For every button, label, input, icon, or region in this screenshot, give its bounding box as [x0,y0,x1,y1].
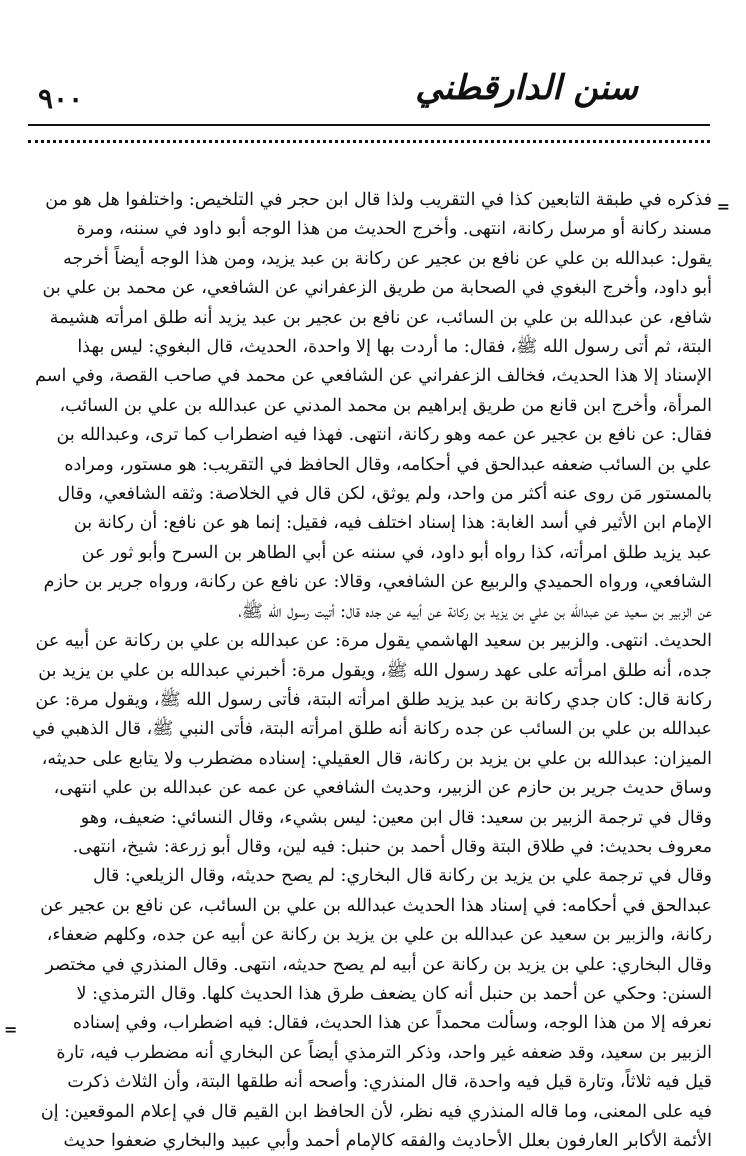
text-line: أبو داود، وأخرج البغوي في الصحابة من طريق الزعفراني عن الشافعي، عن محمد بن علي بن [42,278,712,299]
text-line: البتة، ثم أتى رسول الله ﷺ، فقال: ما أردت بها إلا واحدة، الحديث، قال البغوي: ليس بهذا [77,337,712,358]
text-line: وقال في ترجمة الزبير بن سعيد: قال ابن معين: ليس بشيء، وقال النسائي: ضعيف، وهو [80,807,712,828]
text-line: وساق حديث جرير بن حازم عن الزبير، وحديث الشافعي عن عمه عن عبدالله بن علي انتهى، [53,778,712,799]
footnote-text [30,186,712,1156]
text-line: فذكره في طبقة التابعين كذا في التقريب ولذا قال ابن حجر في التلخيص: واختلفوا هل هو من [45,190,712,210]
text-line: الحديث. انتهى. والزبير بن سعيد الهاشمي يقول مرة: عن عبدالله بن علي بن ركانة عن أبيه عن [35,631,712,652]
text-line: علي بن السائب ضعفه عبدالحق في أحكامه، وقال الحافظ في التقريب: هو مستور، ومراده [64,454,712,475]
text-line: قيل فيه ثلاثاً، وتارة قيل فيه واحدة، قال المنذري: وأصحه أنه طلقها البتة، وأن الثلاث ذكرت [67,1072,712,1093]
dotted-separator [28,140,710,143]
text-line: عن الزبير بن سعيد عن عبدالله بن علي بن يزيد بن ركانة عن أبيه عن جده قال: أتيت رسول الله ﷺ، [238,601,712,622]
text-line: الميزان: عبدالله بن علي بن يزيد بن ركانة، قال العقيلي: إسناده مضطرب ولا يتابع على حديثه، [41,748,712,769]
text-line: فيه على المعنى، وما قاله المنذري فيه نظر، لأن الحافظ ابن القيم قال في إعلام الموقعين: إن [40,1101,712,1122]
text-line: الزبير بن سعيد، وقد ضعفه غير واحد، وذكر الترمذي أيضاً عن البخاري أنه مضطرب فيه، تارة [56,1042,712,1063]
text-line: مسند ركانة أو مرسل ركانة، انتهى. وأخرج الحديث من هذا الوجه أبو داود في سننه، ومرة [76,219,712,240]
text-line: ركانة قال: كان جدي ركانة بن عبد يزيد طلق امرأته البتة، فأتى رسول الله ﷺ، ويقول مرة: عن [35,689,712,710]
text-line: عبدالحق في أحكامه: في إسناد هذا الحديث عبدالله بن علي بن السائب، عن نافع بن عجير عن [40,895,712,916]
text-line: الإمام ابن الأثير في أسد الغابة: هذا إسناد اختلف فيه، فقيل: إنما هو عن نافع: أن ركانة بن [73,513,712,534]
text-line: المرأة، وأخرج ابن قانع من طريق إبراهيم بن محمد المدني عن عبدالله بن علي بن السائب، [59,395,712,416]
book-title: سنن الدارقطني [415,68,638,108]
text-line: عبد يزيد طلق امرأته، كذا رواه أبو داود، في سننه عن أبي الطاهر بن السرح وأبو ثور عن [81,542,712,563]
text-line: بالمستور مَن روى عنه أكثر من واحد، ولم يوثق، لكن قال في الخلاصة: وثقه الشافعي، وقال [57,484,712,505]
text-line: جده، أنه طلق امرأته على عهد رسول الله ﷺ، ويقول مرة: أخبرني عبدالله بن علي بن يزيد بن [38,660,712,681]
text-line: فقال: عن نافع بن عجير عن عمه وهو ركانة، انتهى. فهذا فيه اضطراب كما ترى، وعبدالله بن [56,425,712,446]
text-line: يقول: عبدالله بن علي عن نافع بن عجير عن ركانة بن عبد يزيد، ومن هذا الوجه أيضاً أخرجه [63,248,712,269]
text-line: الأئمة الأكابر العارفون بعلل الأحاديث والفقه كالإمام أحمد وأبي عبيد والبخاري ضعفوا حديث [63,1131,712,1151]
text-line: الشافعي، ورواه الحميدي والربيع عن الشافعي، وقالا: عن نافع عن ركانة، ورواه جرير بن حازم [43,572,712,593]
text-line: السنن: وحكي عن أحمد بن حنبل أنه كان يضعف طرق هذا الحديث كلها. وقال الترمذي: لا [76,983,712,1004]
text-line: شافع، عن عبدالله بن علي بن السائب، عن نافع بن عجير بن عبد يزيد أنه طلق امرأته هشيمة [49,307,712,328]
text-line: وقال في ترجمة علي بن يزيد بن ركانة قال البخاري: لم يصح حديثه، وقال الزيلعي: قال [92,866,712,887]
text-line: وقال البخاري: علي بن يزيد بن ركانة عن أبيه لم يصح حديثه، انتهى. وقال المنذري في مختصر [45,954,712,975]
text-line: ركانة، والزبير بن سعيد عن عبدالله بن علي بن يزيد بن ركانة عن أبيه عن جده، وكلهم ضعفاء، [46,925,712,946]
text-line: معروف بحديث: في طلاق البتة وقال أحمد بن حنبل: فيه لين، وقال أبو زرعة: شيخ، انتهى. [72,836,712,857]
page-number: ٩٠٠ [38,82,84,115]
continuation-mark-start: = [716,197,730,216]
continuation-mark-end: = [4,1020,18,1039]
text-line: الإسناد إلا هذا الحديث، فخالف الزعفراني عن الشافعي عن محمد في صاحب القصة، وفي اسم [35,366,712,387]
text-line: نعرفه إلا من هذا الوجه، وسألت محمداً عن هذا الحديث، فقال: فيه اضطراب، وفي إسناده [72,1013,712,1034]
text-line: عبدالله بن علي بن السائب عن جده ركانة أنه طلق امرأته البتة، فأتى النبي ﷺ، قال الذهبي في [32,719,712,740]
header-rule [28,124,710,126]
